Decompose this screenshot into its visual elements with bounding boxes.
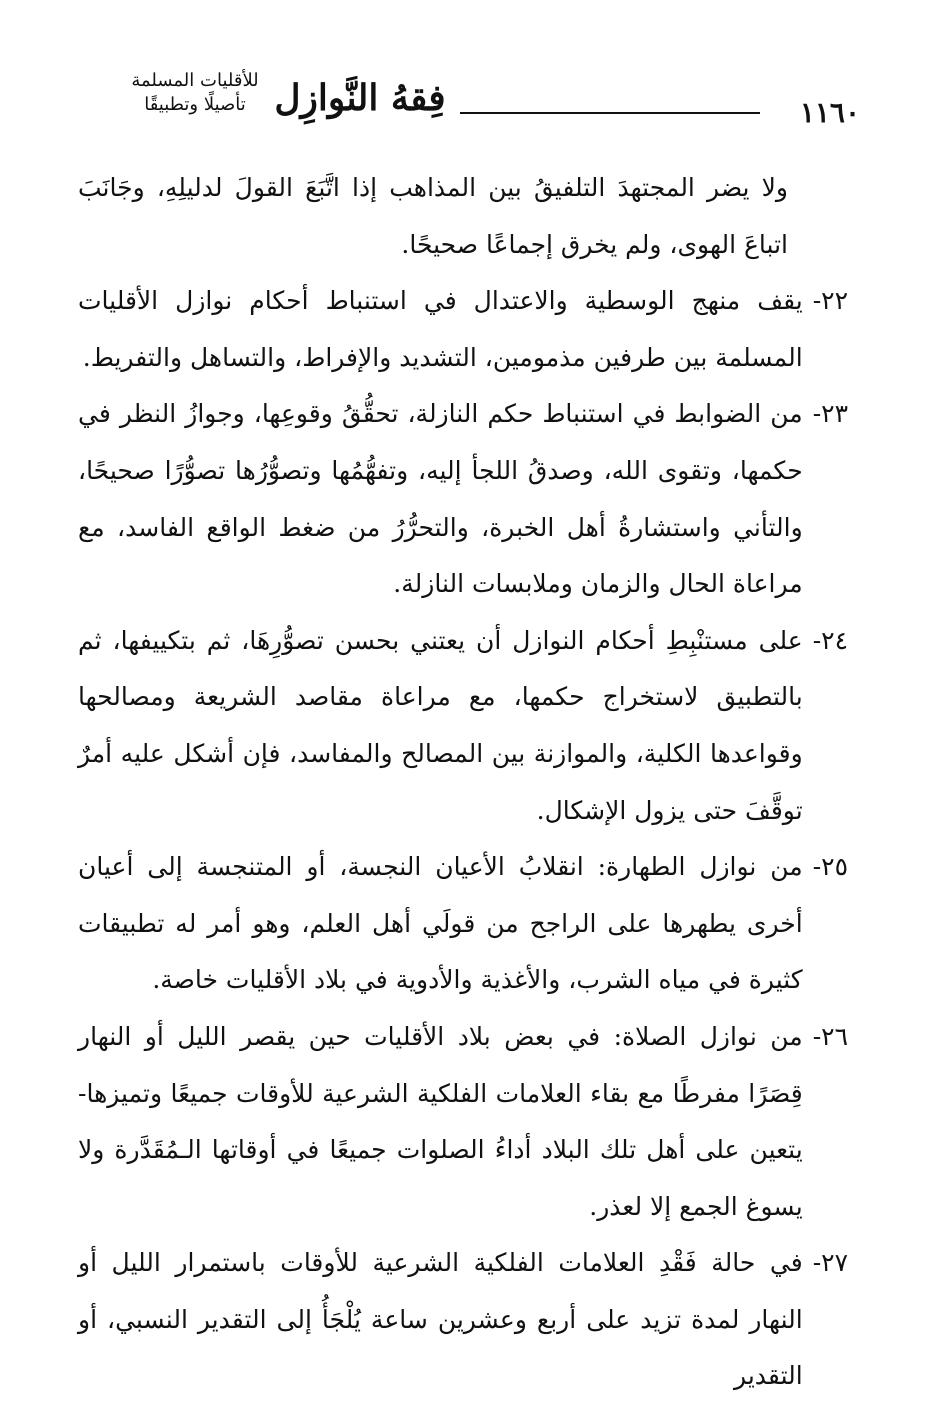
item-text: من نوازل الصلاة: في بعض بلاد الأقليات حين يقصر الليل أو النهار قِصَرًا مفرطًا مع بقاء العلامات الفلكية الشرعية للأوقات جميعًا وتميزها- يتعين على أهل تلك البلاد أداءُ الصلوات جميعًا في أوقاتها الـمُقَدَّرة ولا يسوغ الجمع إلا لعذر. xyxy=(78,1021,803,1221)
header-rule xyxy=(460,112,760,114)
item-number: ٢٢- xyxy=(812,286,848,316)
list-item xyxy=(78,613,848,839)
list-item xyxy=(78,1009,848,1235)
page-header xyxy=(70,60,860,140)
list-item xyxy=(78,839,848,1009)
item-number: ٢٧- xyxy=(812,1248,848,1278)
item-number: ٢٤- xyxy=(812,625,848,655)
page-number: ١١٦٠ xyxy=(799,96,860,129)
intro-paragraph: ولا يضر المجتهدَ التلفيقُ بين المذاهب إذا اتَّبَعَ القولَ لدليلِهِ، وجَانَبَ اتباعَ الهوى، ولم يخرق إجماعًا صحيحًا. xyxy=(78,173,788,259)
item-number: ٢٦- xyxy=(812,1021,848,1051)
page-body xyxy=(78,160,848,1405)
list-item xyxy=(78,273,848,386)
book-title-subtitle-1: للأقليات المسلمة xyxy=(131,70,259,91)
list-item xyxy=(78,1235,848,1405)
item-text: من الضوابط في استنباط حكم النازلة، تحقُّقُ وقوعِها، وجوازُ النظر في حكمها، وتقوى الله، وصدقُ اللجأ إليه، وتفهُّمُها وتصوُّرُها تصوُّرًا صحيحًا، والتأني واستشارةُ أهل الخبرة، والتحرُّرُ من ضغط الواقع الفاسد، مع مراعاة الحال والزمان وملابسات النازلة. xyxy=(78,399,803,599)
item-text: على مستنْبِطِ أحكام النوازل أن يعتني بحسن تصوُّرِهَا، ثم بتكييفها، ثم بالتطبيق لاستخراج حكمها، مع مراعاة مقاصد الشريعة ومصالحها وقواعدها الكلية، والموازنة بين المصالح والمفاسد، فإن أشكل عليه أمرٌ توقَّفَ حتى يزول الإشكال. xyxy=(78,625,803,825)
item-number: ٢٣- xyxy=(812,399,848,429)
item-text: في حالة فَقْدِ العلامات الفلكية الشرعية للأوقات باستمرار الليل أو النهار لمدة تزيد على أربع وعشرين ساعة يُلْجَأُ إلى التقدير النسبي، أو التقدير xyxy=(78,1248,803,1391)
item-text: من نوازل الطهارة: انقلابُ الأعيان النجسة، أو المتنجسة إلى أعيان أخرى يطهرها على الراجح من قولَي أهل العلم، وهو أمر له تطبيقات كثيرة في مياه الشرب، والأغذية والأدوية في بلاد الأقليات خاصة. xyxy=(78,852,803,995)
book-title-main: فِقهُ النَّوازِل xyxy=(274,77,446,119)
item-number: ٢٥- xyxy=(812,852,848,882)
list-item xyxy=(78,386,848,612)
book-title-subtitle-2: تأصيلًا وتطبيقًا xyxy=(144,94,246,115)
item-text: يقف منهج الوسطية والاعتدال في استنباط أحكام نوازل الأقليات المسلمة بين طرفين مذمومين، التشديد والإفراط، والتساهل والتفريط. xyxy=(78,286,803,372)
